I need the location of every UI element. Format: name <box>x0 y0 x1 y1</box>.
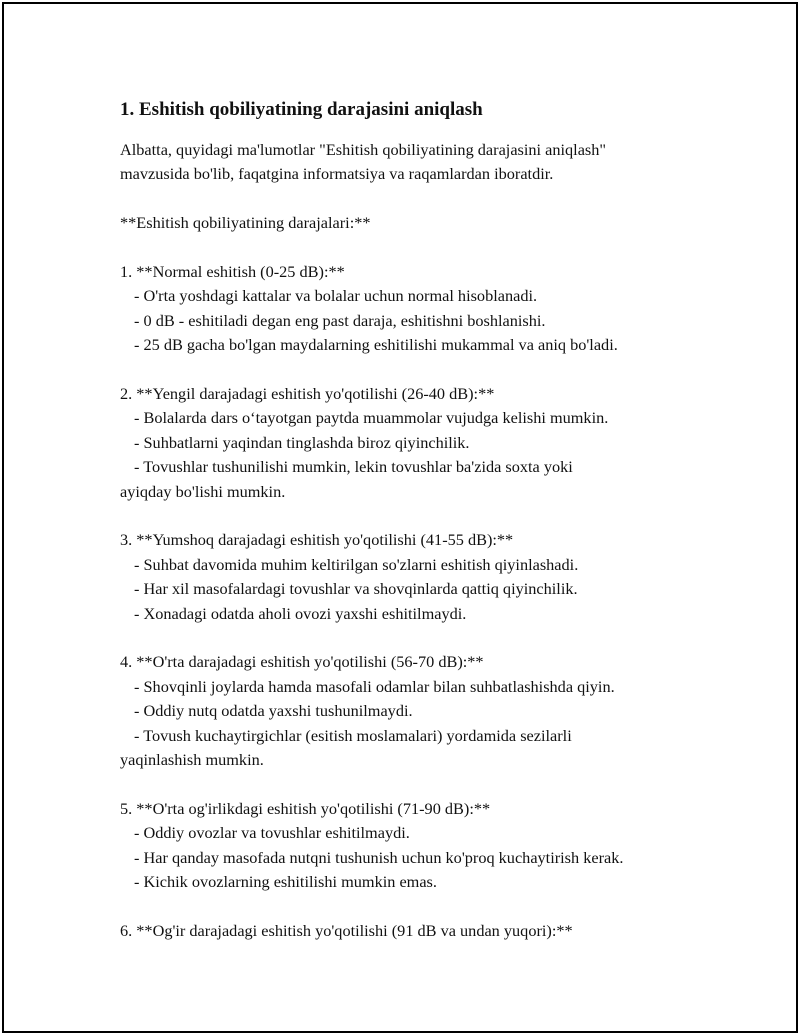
section-5-bullet-3: - Kichik ovozlarning eshitilishi mumkin emas. <box>134 872 437 892</box>
levels-heading: **Eshitish qobiliyatining darajalari:** <box>120 213 371 233</box>
spacer <box>120 772 720 796</box>
section-2-bullet-1: - Bolalarda dars o‘tayotgan paytda muammolar vujudga kelishi mumkin. <box>134 408 609 428</box>
section-heading-2: 2. **Yengil darajadagi eshitish yo'qotilishi (26-40 dB):** <box>120 384 495 404</box>
section-3-bullet-2: - Har xil masofalardagi tovushlar va shovqinlarda qattiq qiyinchilik. <box>134 579 578 599</box>
section-heading-1: 1. **Normal eshitish (0-25 dB):** <box>120 262 345 281</box>
section-5-bullet-1: - Oddiy ovozlar va tovushlar eshitilmaydi. <box>134 823 410 843</box>
section-3-bullet-3: - Xonadagi odatda aholi ovozi yaxshi eshitilmaydi. <box>134 603 467 623</box>
spacer <box>120 236 720 260</box>
section-2-bullet-2: - Suhbatlarni yaqindan tinglashda biroz qiyinchilik. <box>134 432 470 452</box>
spacer <box>120 358 720 382</box>
spacer <box>120 504 720 528</box>
section-1-bullet-1: - O'rta yoshdagi kattalar va bolalar uchun normal hisoblanadi. <box>134 286 538 306</box>
section-4-bullet-2: - Oddiy nutq odatda yaxshi tushunilmaydi. <box>134 701 413 721</box>
spacer <box>120 187 720 211</box>
section-4-bullet-3: - Tovush kuchaytirgichlar (esitish moslamalari) yordamida sezilarli <box>134 725 572 745</box>
section-heading-4: 4. **O'rta darajadagi eshitish yo'qotilishi (56-70 dB):** <box>120 652 484 672</box>
section-2-bullet-3: - Tovushlar tushunilishi mumkin, lekin tovushlar ba'zida soxta yoki <box>134 457 573 477</box>
section-4-continuation: yaqinlashish mumkin. <box>120 750 264 770</box>
intro-line-1: Albatta, quyidagi ma'lumotlar "Eshitish qobiliyatining darajasini aniqlash" <box>120 140 607 159</box>
page-frame <box>2 2 798 1033</box>
document-body <box>120 98 720 943</box>
spacer <box>120 626 720 650</box>
section-heading-6: 6. **Og'ir darajadagi eshitish yo'qotilishi (91 dB va undan yuqori):** <box>120 920 573 940</box>
section-2-continuation: ayiqday bo'lishi mumkin. <box>120 481 286 501</box>
section-4-bullet-1: - Shovqinli joylarda hamda masofali odamlar bilan suhbatlashishda qiyin. <box>134 676 615 696</box>
section-5-bullet-2: - Har qanday masofada nutqni tushunish uchun ko'proq kuchaytirish kerak. <box>134 847 624 867</box>
section-1-bullet-3: - 25 dB gacha bo'lgan maydalarning eshitilishi mukammal va aniq bo'ladi. <box>134 335 618 355</box>
section-1-bullet-2: - 0 dB - eshitiladi degan eng past daraja, eshitishni boshlanishi. <box>134 310 546 330</box>
section-heading-3: 3. **Yumshoq darajadagi eshitish yo'qotilishi (41-55 dB):** <box>120 530 514 550</box>
section-heading-5: 5. **O'rta og'irlikdagi eshitish yo'qotilishi (71-90 dB):** <box>120 798 491 818</box>
section-3-bullet-1: - Suhbat davomida muhim keltirilgan so'zlarni eshitish qiyinlashadi. <box>134 554 579 574</box>
intro-line-2: mavzusida bo'lib, faqatgina informatsiya va raqamlardan iboratdir. <box>120 164 554 184</box>
document-title: 1. Eshitish qobiliyatining darajasini aniqlash <box>120 99 483 120</box>
spacer <box>120 895 720 919</box>
